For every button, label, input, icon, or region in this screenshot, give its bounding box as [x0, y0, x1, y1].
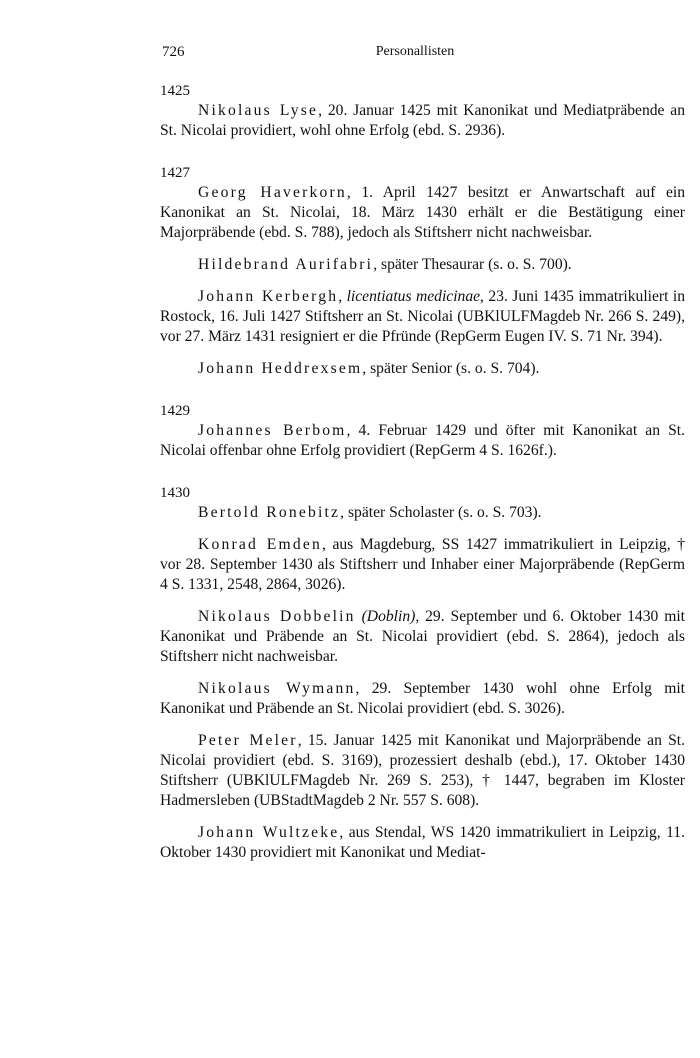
year-heading: 1429	[160, 403, 190, 419]
entry-text: , 29. September 1430 wohl ohne Erfolg mit Kanonikat und Präbende an St. Nicolai providiert (ebd. S. 3026).	[160, 680, 685, 717]
person-entry	[160, 287, 685, 347]
person-name: Johann Kerbergh	[198, 288, 339, 305]
person-entry	[160, 679, 685, 719]
person-entry	[160, 607, 685, 667]
person-name: Johann Heddrexsem	[198, 360, 363, 377]
person-name: Johannes Berbom	[198, 422, 347, 439]
person-name: Johann Wultzeke	[198, 824, 340, 841]
entry-text: , 23. Juni 1435 immatrikuliert in Rostock, 16. Juli 1427 Stiftsherr an St. Nicolai (UBKlULFMagdeb Nr. 266 S. 249), vor 27. März 1431 resigniert er die Pfründe (RepGerm Eugen IV. S. 71 Nr. 394).	[160, 288, 685, 345]
person-entry	[160, 535, 685, 595]
person-entry	[160, 359, 685, 379]
page-content	[160, 81, 685, 863]
person-name: Nikolaus Lyse	[198, 102, 319, 119]
entry-italic-text: (Doblin)	[361, 608, 416, 625]
running-title: Personallisten	[375, 44, 455, 59]
entry-text: , später Senior (s. o. S. 704).	[362, 360, 540, 377]
person-name: Hildebrand Aurifabri	[198, 256, 374, 273]
entry-text: , 4. Februar 1429 und öfter mit Kanonikat an St. Nicolai offenbar ohne Erfolg providiert (RepGerm 4 S. 1626f.).	[160, 422, 686, 459]
entry-text: , 20. Januar 1425 mit Kanonikat und Mediatpräbende an St. Nicolai providiert, wohl ohne Erfolg (ebd. S. 2936).	[160, 102, 685, 139]
person-name: Peter Meler	[198, 732, 298, 749]
person-name: Nikolaus Dobbelin	[198, 608, 356, 625]
person-name: Konrad Emden	[198, 536, 322, 553]
year-heading: 1430	[160, 485, 190, 501]
person-name: Georg Haverkorn	[198, 184, 347, 201]
person-entry	[160, 101, 685, 141]
entry-text: , aus Magdeburg, SS 1427 immatrikuliert in Leipzig, † vor 28. September 1430 als Stiftsherr und Inhaber einer Majorpräbende (RepGerm 4 S. 1331, 2548, 2864, 3026).	[160, 536, 685, 593]
page-header	[160, 44, 685, 64]
person-entry	[160, 421, 685, 461]
entry-text: , später Scholaster (s. o. S. 703).	[340, 504, 542, 521]
entry-text: , 1. April 1427 besitzt er Anwartschaft auf ein Kanonikat an St. Nicolai, 18. März 1430 erhält er die Bestätigung einer Majorpräbende (ebd. S. 788), jedoch als Stiftsherr nicht nachweisbar.	[160, 184, 685, 241]
year-heading: 1425	[160, 83, 190, 99]
entry-text: , aus Stendal, WS 1420 immatrikuliert in Leipzig, 11. Oktober 1430 providiert mit Kanonikat und Mediat-	[160, 824, 685, 861]
person-entry	[160, 183, 685, 243]
person-name: Bertold Ronebitz	[198, 504, 341, 521]
entry-text: , 29. September und 6. Oktober 1430 mit Kanonikat und Präbende an St. Nicolai providiert (ebd. S. 2864), jedoch als Stiftsherr nicht nachweisbar.	[160, 608, 686, 665]
person-entry	[160, 731, 685, 811]
person-name: Nikolaus Wymann	[198, 680, 356, 697]
entry-italic-text: licentiatus medicinae	[346, 288, 481, 305]
entry-text: ,	[338, 288, 347, 305]
year-heading: 1427	[160, 165, 190, 181]
person-entry	[160, 503, 685, 523]
page-number: 726	[162, 44, 185, 60]
person-entry	[160, 823, 685, 863]
entry-text: , später Thesaurar (s. o. S. 700).	[373, 256, 572, 273]
entry-text: , 15. Januar 1425 mit Kanonikat und Majorpräbende an St. Nicolai providiert (ebd. S. 3169), prozessiert deshalb (ebd.), 17. Oktober 1430 Stiftsherr (UBKlULFMagdeb Nr. 269 S. 253), † 1447, begraben im Kloster Hadmersleben (UBStadtMagdeb 2 Nr. 557 S. 608).	[160, 732, 685, 809]
person-entry	[160, 255, 685, 275]
